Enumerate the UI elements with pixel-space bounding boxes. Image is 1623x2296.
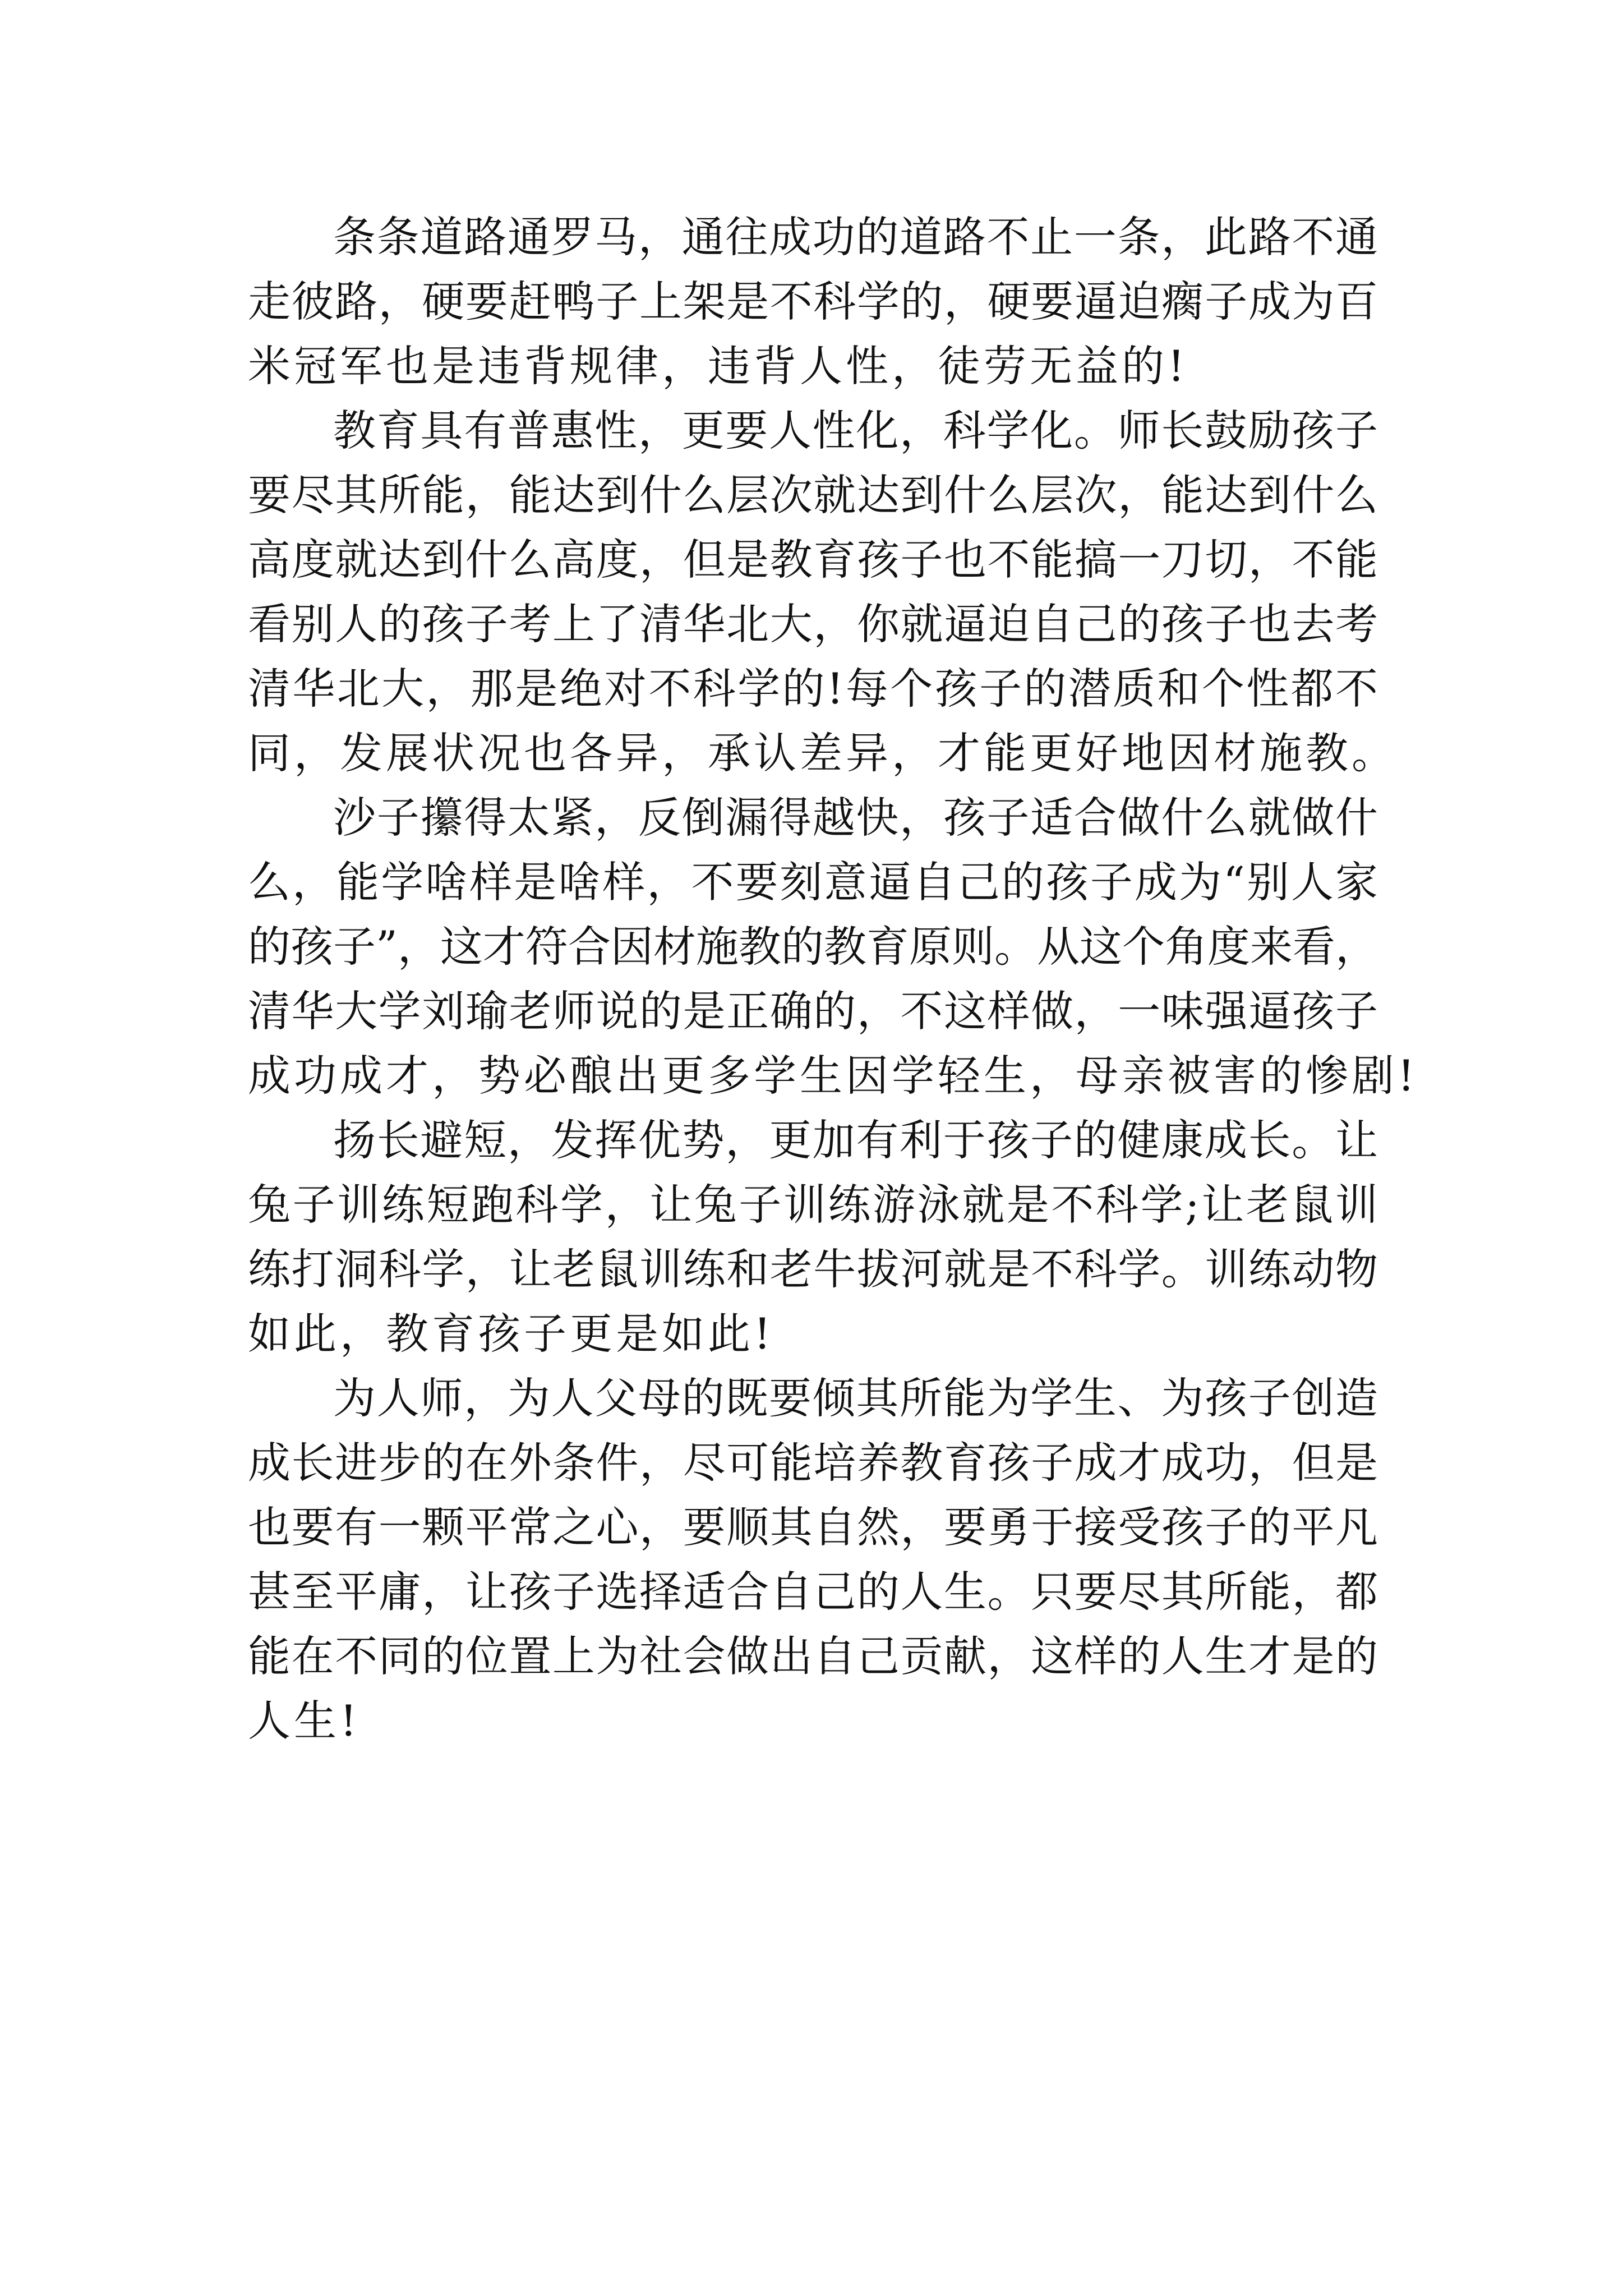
text-line: 成长进步的在外条件，尽可能培养教育孩子成才成功，但是 <box>248 1438 1378 1488</box>
paragraph <box>248 785 1418 1108</box>
text-line: 成功成才，势必酿出更多学生因学轻生，母亲被害的惨剧! <box>248 1051 1418 1101</box>
paragraph <box>248 1366 1378 1753</box>
text-line: 同，发展状况也各异，承认差异，才能更好地因材施教。 <box>248 728 1398 778</box>
text-line: 能在不同的位置上为社会做出自己贡献，这样的人生才是的 <box>248 1631 1378 1681</box>
text-line: 条条道路通罗马，通往成功的道路不止一条，此路不通 <box>333 212 1378 262</box>
text-line: 兔子训练短跑科学，让兔子训练游泳就是不科学;让老鼠训 <box>248 1180 1378 1230</box>
text-line: 甚至平庸，让孩子选择适合自己的人生。只要尽其所能，都 <box>248 1567 1378 1617</box>
text-line: 教育具有普惠性，更要人性化，科学化。师长鼓励孩子 <box>333 406 1378 455</box>
paragraph <box>248 398 1398 785</box>
text-line: 么，能学啥样是啥样，不要刻意逼自己的孩子成为“别人家 <box>248 857 1378 907</box>
text-line: 如此，教育孩子更是如此! <box>248 1309 774 1359</box>
text-line: 扬长避短，发挥优势，更加有利于孩子的健康成长。让 <box>333 1115 1378 1165</box>
text-line: 清华大学刘瑜老师说的是正确的，不这样做，一味强逼孩子 <box>248 986 1378 1036</box>
text-line: 清华北大，那是绝对不科学的!每个孩子的潜质和个性都不 <box>248 664 1378 714</box>
text-line: 高度就达到什么高度，但是教育孩子也不能搞一刀切，不能 <box>248 535 1378 585</box>
text-line: 要尽其所能，能达到什么层次就达到什么层次，能达到什么 <box>248 470 1378 520</box>
paragraph <box>248 205 1378 398</box>
text-line: 沙子攥得太紧，反倒漏得越快，孩子适合做什么就做什 <box>333 793 1378 843</box>
text-line: 人生! <box>248 1696 361 1746</box>
text-line: 看别人的孩子考上了清华北大，你就逼迫自己的孩子也去考 <box>248 599 1378 649</box>
text-line: 的孩子”，这才符合因材施教的教育原则。从这个角度来看， <box>248 922 1378 972</box>
text-line: 为人师，为人父母的既要倾其所能为学生、为孩子创造 <box>333 1373 1378 1423</box>
text-line: 也要有一颗平常之心，要顺其自然，要勇于接受孩子的平凡 <box>248 1502 1378 1552</box>
text-line: 米冠军也是违背规律，违背人性，徒劳无益的! <box>248 341 1188 391</box>
paragraph <box>248 1108 1378 1366</box>
text-line: 走彼路，硬要赶鸭子上架是不科学的，硬要逼迫瘸子成为百 <box>248 277 1378 326</box>
text-line: 练打洞科学，让老鼠训练和老牛拔河就是不科学。训练动物 <box>248 1244 1378 1294</box>
document-body <box>248 205 1418 1753</box>
